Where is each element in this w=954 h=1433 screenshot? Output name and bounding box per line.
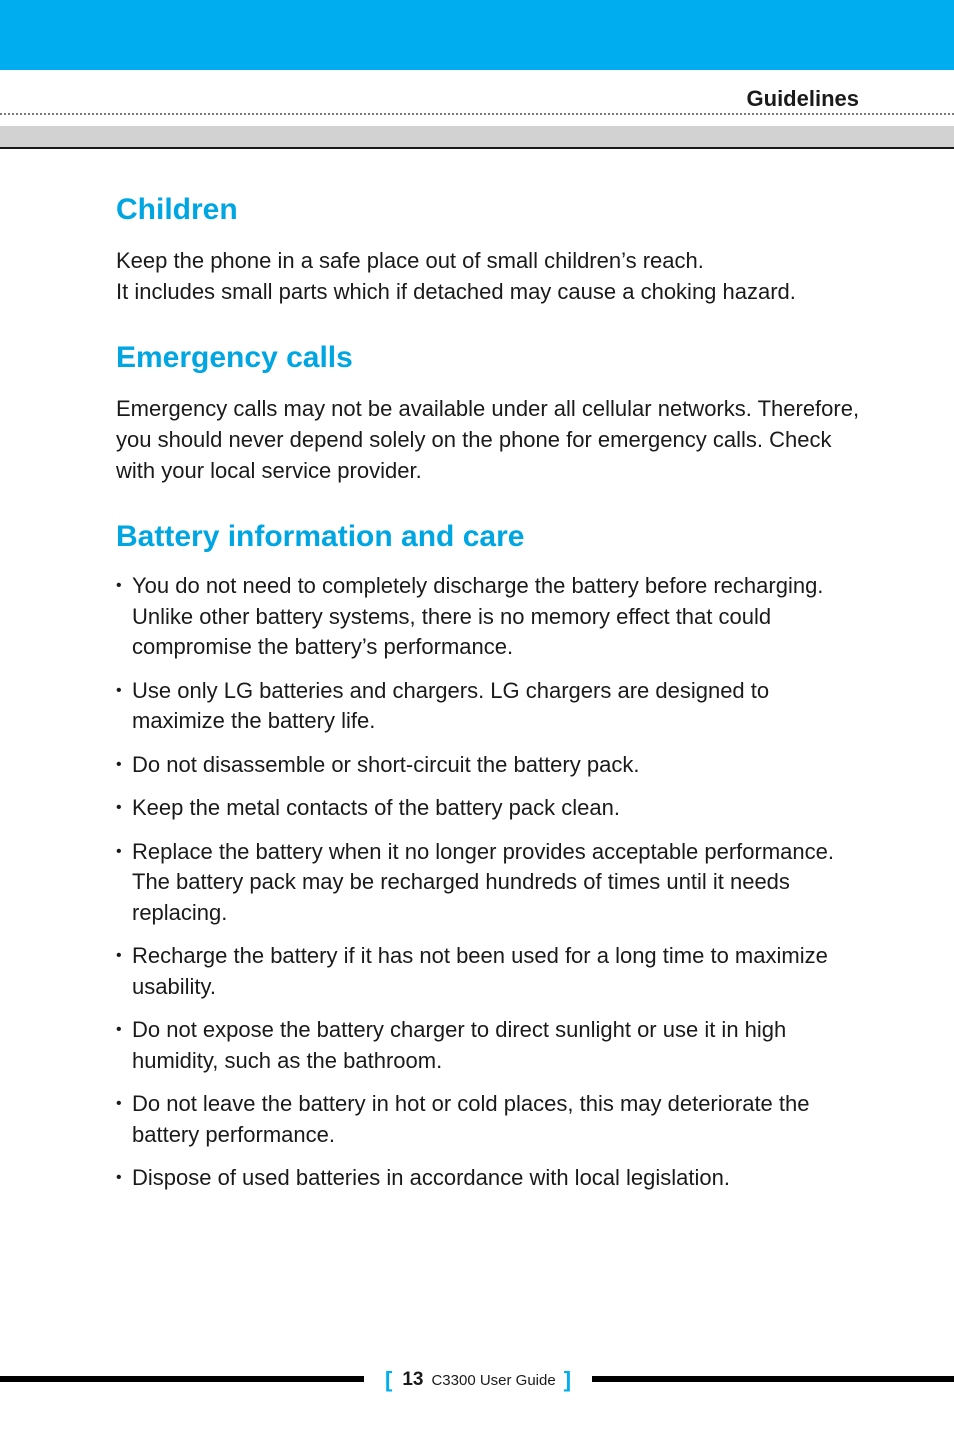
header-gray-band <box>0 126 954 149</box>
dotted-divider <box>0 113 954 115</box>
list-item: • Dispose of used batteries in accordance with local legislation. <box>116 1163 861 1194</box>
list-item: • Recharge the battery if it has not been used for a long time to maximize usability. <box>116 941 861 1002</box>
page-content <box>116 190 861 1207</box>
list-item: • Replace the battery when it no longer provides acceptable performance. The battery pack may be recharged hundreds of times until it needs replacing. <box>116 837 861 929</box>
page-number: 13 <box>402 1369 424 1390</box>
heading-battery-care: Battery information and care <box>116 520 525 553</box>
battery-care-list <box>116 571 861 1194</box>
footer-bracket-open: [ <box>384 1367 393 1392</box>
footer-bracket-close: ] <box>563 1367 572 1392</box>
list-item: • Do not expose the battery charger to direct sunlight or use it in high humidity, such as the bathroom. <box>116 1015 861 1076</box>
section-label: Guidelines <box>746 86 859 111</box>
page-footer <box>364 1365 592 1395</box>
list-item: • Use only LG batteries and chargers. LG chargers are designed to maximize the battery life. <box>116 676 861 737</box>
paragraph-children-line2: It includes small parts which if detached may cause a choking hazard. <box>116 279 796 304</box>
paragraph-emergency-calls: Emergency calls may not be available under all cellular networks. Therefore, you should never depend solely on the phone for emergency calls. Check with your local service provider. <box>116 396 860 483</box>
footer-rule-left <box>0 1376 364 1382</box>
header-color-band <box>0 0 954 70</box>
list-item: • Do not disassemble or short-circuit the battery pack. <box>116 750 861 781</box>
footer-rule-right <box>592 1376 954 1382</box>
list-item: • Do not leave the battery in hot or cold places, this may deteriorate the battery performance. <box>116 1089 861 1150</box>
paragraph-children-line1: Keep the phone in a safe place out of small children’s reach. <box>116 248 704 273</box>
paragraph-children <box>116 245 861 307</box>
list-item: • Keep the metal contacts of the battery pack clean. <box>116 793 861 824</box>
list-item: • You do not need to completely discharge the battery before recharging. Unlike other battery systems, there is no memory effect that could compromise the battery’s performance. <box>116 571 861 663</box>
heading-emergency-calls: Emergency calls <box>116 341 353 374</box>
guide-name: C3300 User Guide <box>431 1371 556 1389</box>
heading-children: Children <box>116 193 238 226</box>
